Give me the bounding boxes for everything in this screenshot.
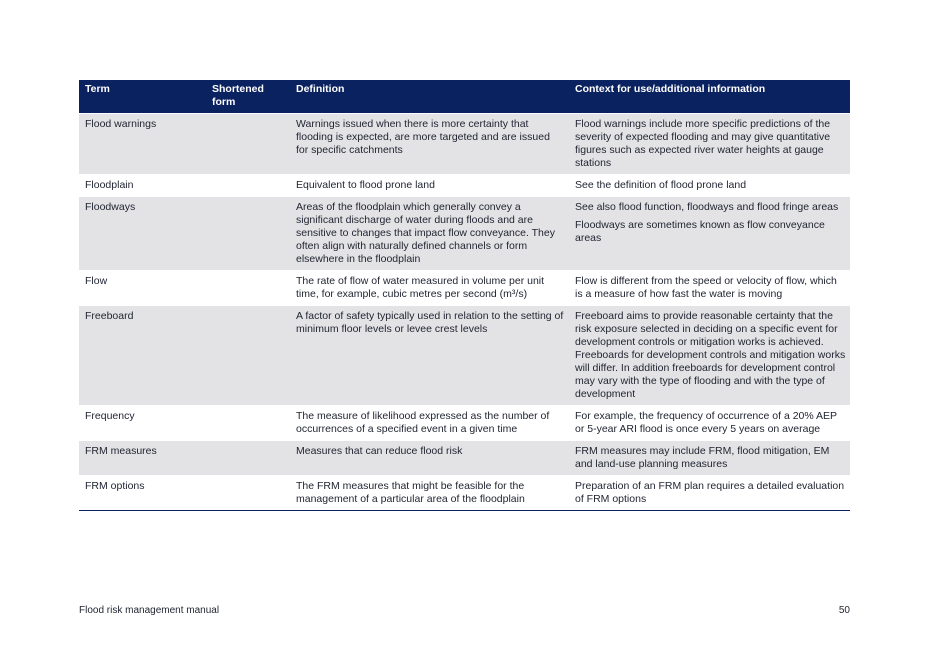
footer-document-title: Flood risk management manual (79, 605, 220, 616)
header-definition: Definition (290, 80, 569, 114)
term-cell: Flow (79, 271, 206, 306)
term-cell: Flood warnings (79, 114, 206, 175)
definition-cell: The measure of likelihood expressed as the number of occurrences of a specified event in a given time (290, 406, 569, 441)
header-context: Context for use/additional information (569, 80, 850, 114)
context-paragraph: FRM measures may include FRM, flood mitigation, EM and land-use planning measures (575, 445, 830, 470)
shortened-form-cell (206, 114, 290, 175)
context-cell (569, 271, 850, 306)
definition-cell: The rate of flow of water measured in volume per unit time, for example, cubic metres per second (m³/s) (290, 271, 569, 306)
context-paragraph: Preparation of an FRM plan requires a detailed evaluation of FRM options (575, 480, 845, 505)
context-cell (569, 476, 850, 511)
header-term: Term (79, 80, 206, 114)
term-cell: Freeboard (79, 306, 206, 406)
context-cell (569, 306, 850, 406)
term-cell: Frequency (79, 406, 206, 441)
shortened-form-cell (206, 271, 290, 306)
table-row (79, 306, 850, 406)
shortened-form-cell (206, 197, 290, 271)
definition-cell: The FRM measures that might be feasible for the management of a particular area of the floodplain (290, 476, 569, 511)
header-shortened-form: Shortened form (206, 80, 290, 114)
context-paragraph: Floodways are sometimes known as flow conveyance areas (575, 219, 825, 244)
table-row (79, 197, 850, 271)
context-cell (569, 197, 850, 271)
shortened-form-cell (206, 476, 290, 511)
glossary-table (79, 80, 850, 511)
table-row (79, 441, 850, 476)
context-paragraph: For example, the frequency of occurrence of a 20% AEP or 5-year ARI flood is once every 5 years on average (575, 410, 837, 435)
table-row (79, 271, 850, 306)
shortened-form-cell (206, 406, 290, 441)
definition-cell: Warnings issued when there is more certainty that flooding is expected, are more targeted and are issued for specific catchments (290, 114, 569, 175)
table-row (79, 476, 850, 511)
definition-cell: Measures that can reduce flood risk (290, 441, 569, 476)
context-cell (569, 114, 850, 175)
context-paragraph: Flow is different from the speed or velocity of flow, which is a measure of how fast the water is moving (575, 275, 837, 300)
page-number: 50 (838, 605, 850, 616)
term-cell: Floodplain (79, 175, 206, 197)
shortened-form-cell (206, 175, 290, 197)
context-cell (569, 406, 850, 441)
term-cell: FRM measures (79, 441, 206, 476)
context-paragraph: Freeboard aims to provide reasonable certainty that the risk exposure selected in deciding on a specific event for development controls or mitigation works is achieved. Freeboards for development controls and mitigation works will differ. In addition freeboards for development control may vary with the type of flooding and with the type of development (575, 310, 846, 400)
context-paragraph: Flood warnings include more specific predictions of the severity of expected flooding and may give quantitative figures such as expected river water heights at gauge stations (575, 118, 831, 169)
table-row (79, 406, 850, 441)
table-body (79, 114, 850, 511)
context-paragraph: See also flood function, floodways and flood fringe areas (575, 201, 839, 213)
context-paragraph: See the definition of flood prone land (575, 179, 747, 191)
definition-cell: A factor of safety typically used in relation to the setting of minimum floor levels or levee crest levels (290, 306, 569, 406)
table-row (79, 114, 850, 175)
term-cell: FRM options (79, 476, 206, 511)
definition-cell: Equivalent to flood prone land (290, 175, 569, 197)
context-cell (569, 441, 850, 476)
term-cell: Floodways (79, 197, 206, 271)
table-row (79, 175, 850, 197)
context-cell (569, 175, 850, 197)
shortened-form-cell (206, 306, 290, 406)
shortened-form-cell (206, 441, 290, 476)
definition-cell: Areas of the floodplain which generally convey a significant discharge of water during floods and are sensitive to changes that impact flow conveyance. They often align with naturally defined channels or form elsewhere in the floodplain (290, 197, 569, 271)
table-header-row (79, 80, 850, 114)
